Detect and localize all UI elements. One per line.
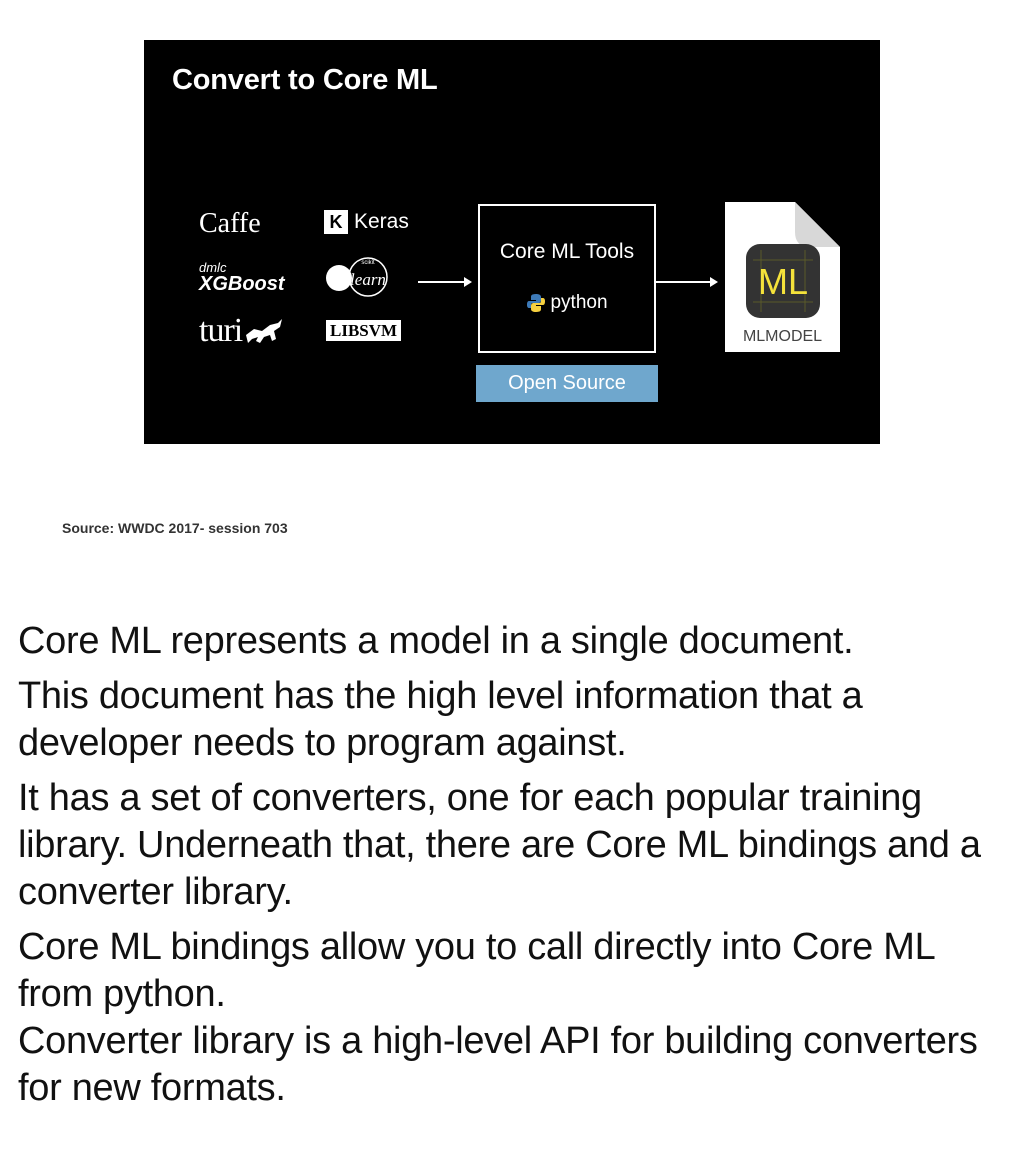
source-caption: Source: WWDC 2017- session 703 xyxy=(62,520,288,536)
scikit-label: scikit xyxy=(361,260,375,266)
mlmodel-label: MLMODEL xyxy=(742,328,823,345)
paragraph: Core ML represents a model in a single document. xyxy=(18,620,854,662)
scikit-learn-icon xyxy=(324,252,408,300)
dmlc-label: dmlc xyxy=(199,260,227,275)
caffe-logo: Caffe xyxy=(199,208,261,239)
slide-title: Convert to Core ML xyxy=(172,64,438,96)
open-source-label: Open Source xyxy=(476,365,658,402)
python-logo xyxy=(480,292,654,314)
turi-logo xyxy=(199,312,284,350)
slide-image xyxy=(144,40,880,444)
core-ml-tools-box xyxy=(478,204,656,353)
core-ml-tools-label: Core ML Tools xyxy=(499,240,635,263)
paragraph: This document has the high level information that a developer needs to program against. xyxy=(18,675,863,764)
keras-logo xyxy=(324,210,409,234)
python-label: python xyxy=(550,292,608,313)
scikit-learn-logo xyxy=(324,252,408,300)
paragraph: Core ML bindings allow you to call directly into Core ML from python. xyxy=(18,926,935,1015)
turi-cat-icon xyxy=(244,317,284,345)
xgboost-label: XGBoost xyxy=(199,273,285,295)
libsvm-logo: LIBSVM xyxy=(326,320,401,341)
keras-label: Keras xyxy=(354,210,409,233)
ml-badge-label: ML xyxy=(757,261,809,302)
arrow-right-icon xyxy=(418,273,474,291)
paragraph: It has a set of converters, one for each popular training library. Underneath that, there are Core ML bindings and a converter library. xyxy=(18,777,981,913)
paragraph: Converter library is a high-level API for building converters for new formats. xyxy=(18,1020,978,1109)
body-text xyxy=(18,618,1008,1120)
keras-k-icon: K xyxy=(324,210,348,234)
xgboost-logo xyxy=(199,262,285,294)
turi-label: turi xyxy=(199,312,243,349)
arrow-right-icon xyxy=(656,273,720,291)
python-icon xyxy=(526,293,546,313)
learn-label: learn xyxy=(350,270,386,289)
